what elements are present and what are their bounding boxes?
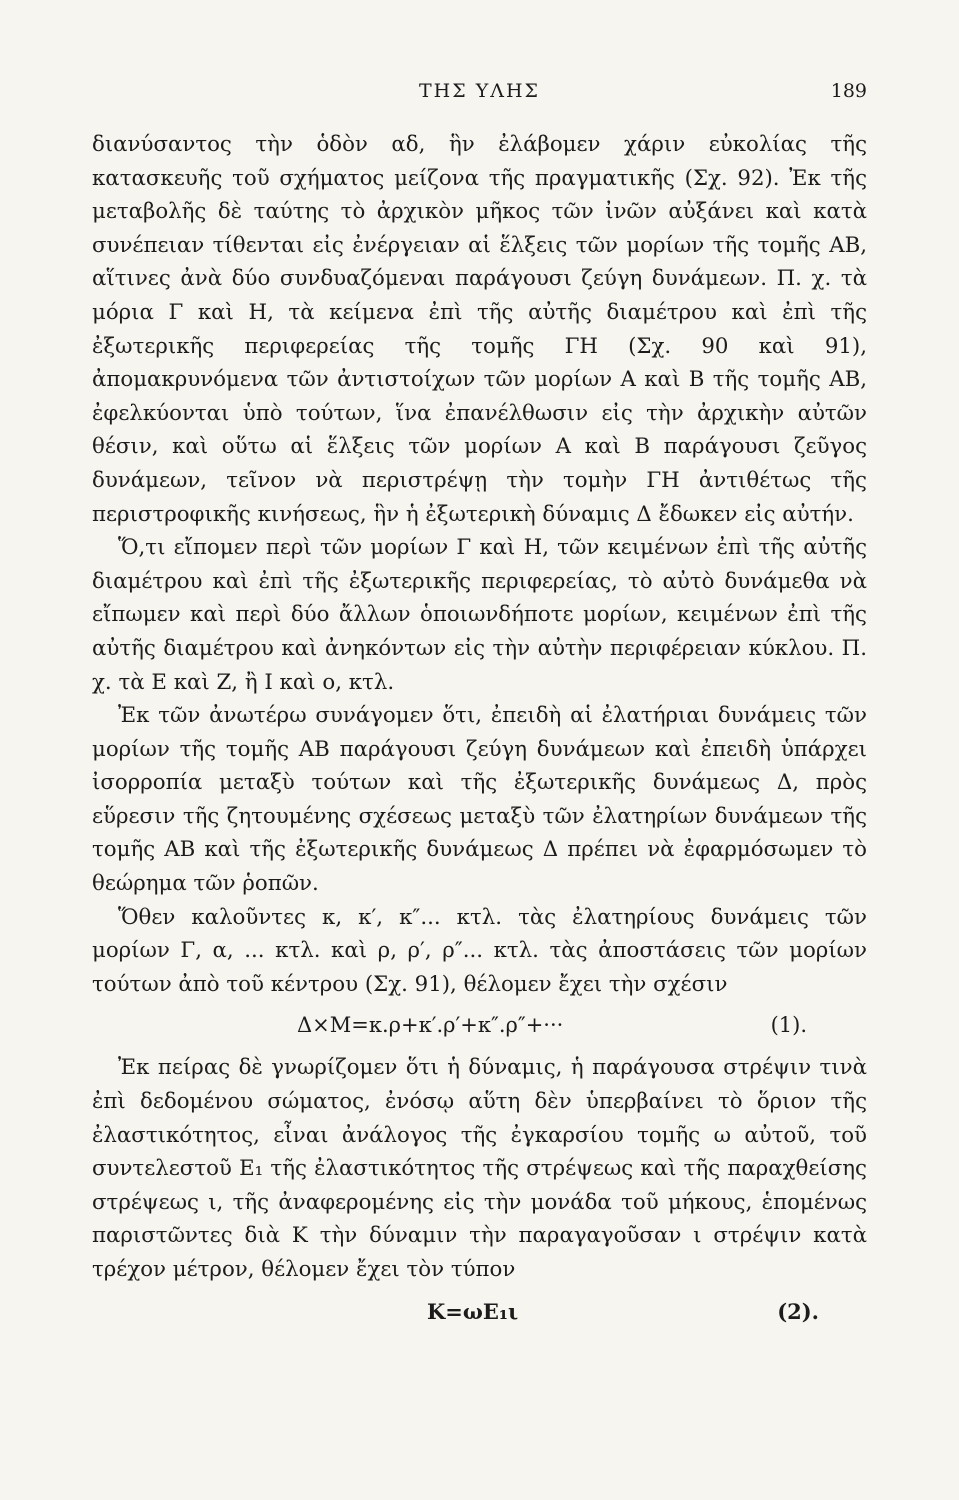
page-header xyxy=(92,76,867,110)
paragraph-1: διανύσαντος τὴν ὁδὸν αδ, ἣν ἐλάβομεν χάριν εὐκολίας τῆς κατασκευῆς τοῦ σχήματος μείζονα τῆς πραγματικῆς (Σχ. 92). Ἐκ τῆς μεταβολῆς δὲ ταύτης τὸ ἀρχικὸν μῆκος τῶν ἰνῶν αὐξάνει καὶ κατὰ συνέπειαν τίθενται εἰς ἐνέργειαν αἱ ἕλξεις τῶν μορίων τῆς τομῆς ΑΒ, αἵτινες ἀνὰ δύο συνδυαζόμεναι παράγουσι ζεύγη δυνάμεων. Π. χ. τὰ μόρια Γ καὶ Η, τὰ κείμενα ἐπὶ τῆς αὐτῆς διαμέτρου καὶ ἐπὶ τῆς ἐξωτερικῆς περιφερείας τῆς τομῆς ΓΗ (Σχ. 90 καὶ 91), ἀπομακρυνόμενα τῶν ἀντιστοίχων τῶν μορίων Α καὶ Β τῆς τομῆς ΑΒ, ἐφελκύονται ὑπὸ τούτων, ἵνα ἐπανέλθωσιν εἰς τὴν ἀρχικὴν αὐτῶν θέσιν, καὶ οὕτω αἱ ἕλξεις τῶν μορίων Α καὶ Β παράγουσι ζεῦγος δυνάμεων, τεῖνον νὰ περιστρέψῃ τὴν τομὴν ΓΗ ἀντιθέτως τῆς περιστροφικῆς κινήσεως, ἣν ἡ ἐξωτερικὴ δύναμις Δ ἔδωκεν εἰς αὐτήν. xyxy=(92,132,867,527)
page-number: 189 xyxy=(830,80,867,102)
equation-2-label: (2). xyxy=(777,1298,819,1324)
paragraph-5: Ἐκ πείρας δὲ γνωρίζομεν ὅτι ἡ δύναμις, ἡ παράγουσα στρέψιν τινὰ ἐπὶ δεδομένου σώματος, ἐνόσῳ αὕτη δὲν ὑπερβαίνει τὸ ὅριον τῆς ἐλαστικότητος, εἶναι ἀνάλογος τῆς ἐγκαρσίου τομῆς ω αὐτοῦ, τοῦ συντελεστοῦ Ε₁ τῆς ἐλαστικότητος τῆς στρέψεως καὶ τῆς παραχθείσης στρέψεως ι, τῆς ἀναφερομένης εἰς τὴν μονάδα τοῦ μήκους, ἑπομένως παριστῶντες διὰ Κ τὴν δύναμιν τὴν παραγαγοῦσαν ι στρέψιν κατὰ τρέχον μέτρον, θέλομεν ἔχει τὸν τύπον xyxy=(92,1055,867,1282)
equation-1-label: (1). xyxy=(770,1013,807,1038)
equation-2-expression: Κ=ωΕ₁ι xyxy=(427,1298,519,1324)
equation-1 xyxy=(92,1001,867,1051)
equation-2 xyxy=(92,1287,867,1337)
equation-1-expression: Δ×Μ=κ.ρ+κ′.ρ′+κ″.ρ″+··· xyxy=(297,1013,564,1038)
paragraph-2: Ὅ,τι εἴπομεν περὶ τῶν μορίων Γ καὶ Η, τῶν κειμένων ἐπὶ τῆς αὐτῆς διαμέτρου καὶ ἐπὶ τῆς ἐξωτερικῆς περιφερείας, τὸ αὐτὸ δυνάμεθα νὰ εἴπωμεν καὶ περὶ δύο ἄλλων ὁποιωνδήποτε μορίων, κειμένων ἐπὶ τῆς αὐτῆς διαμέτρου καὶ ἀνηκόντων εἰς τὴν αὐτὴν περιφέρειαν κύκλου. Π. χ. τὰ Ε καὶ Ζ, ἢ Ι καὶ ο, κτλ. xyxy=(92,535,867,695)
body-text xyxy=(92,128,867,1337)
paragraph-3: Ἐκ τῶν ἀνωτέρω συνάγομεν ὅτι, ἐπειδὴ αἱ ἐλατήριαι δυνάμεις τῶν μορίων τῆς τομῆς ΑΒ παράγουσι ζεύγη δυνάμεων καὶ ἐπειδὴ ὑπάρχει ἰσορροπία μεταξὺ τούτων καὶ τῆς ἐξωτερικῆς δυνάμεως Δ, πρὸς εὕρεσιν τῆς ζητουμένης σχέσεως μεταξὺ τῶν ἐλατηρίων δυνάμεων τῆς τομῆς ΑΒ καὶ τῆς ἐξωτερικῆς δυνάμεως Δ πρέπει νὰ ἐφαρμόσωμεν τὸ θεώρημα τῶν ῥοπῶν. xyxy=(92,703,867,897)
paragraph-4: Ὅθεν καλοῦντες κ, κ′, κ″... κτλ. τὰς ἐλατηρίους δυνάμεις τῶν μορίων Γ, α, ... κτλ. καὶ ρ, ρ′, ρ″... κτλ. τὰς ἀποστάσεις τῶν μορίων τούτων ἀπὸ τοῦ κέντρου (Σχ. 91), θέλομεν ἔχει τὴν σχέσιν xyxy=(92,904,867,997)
running-head: ΤΗΣ ΥΛΗΣ xyxy=(419,80,540,102)
